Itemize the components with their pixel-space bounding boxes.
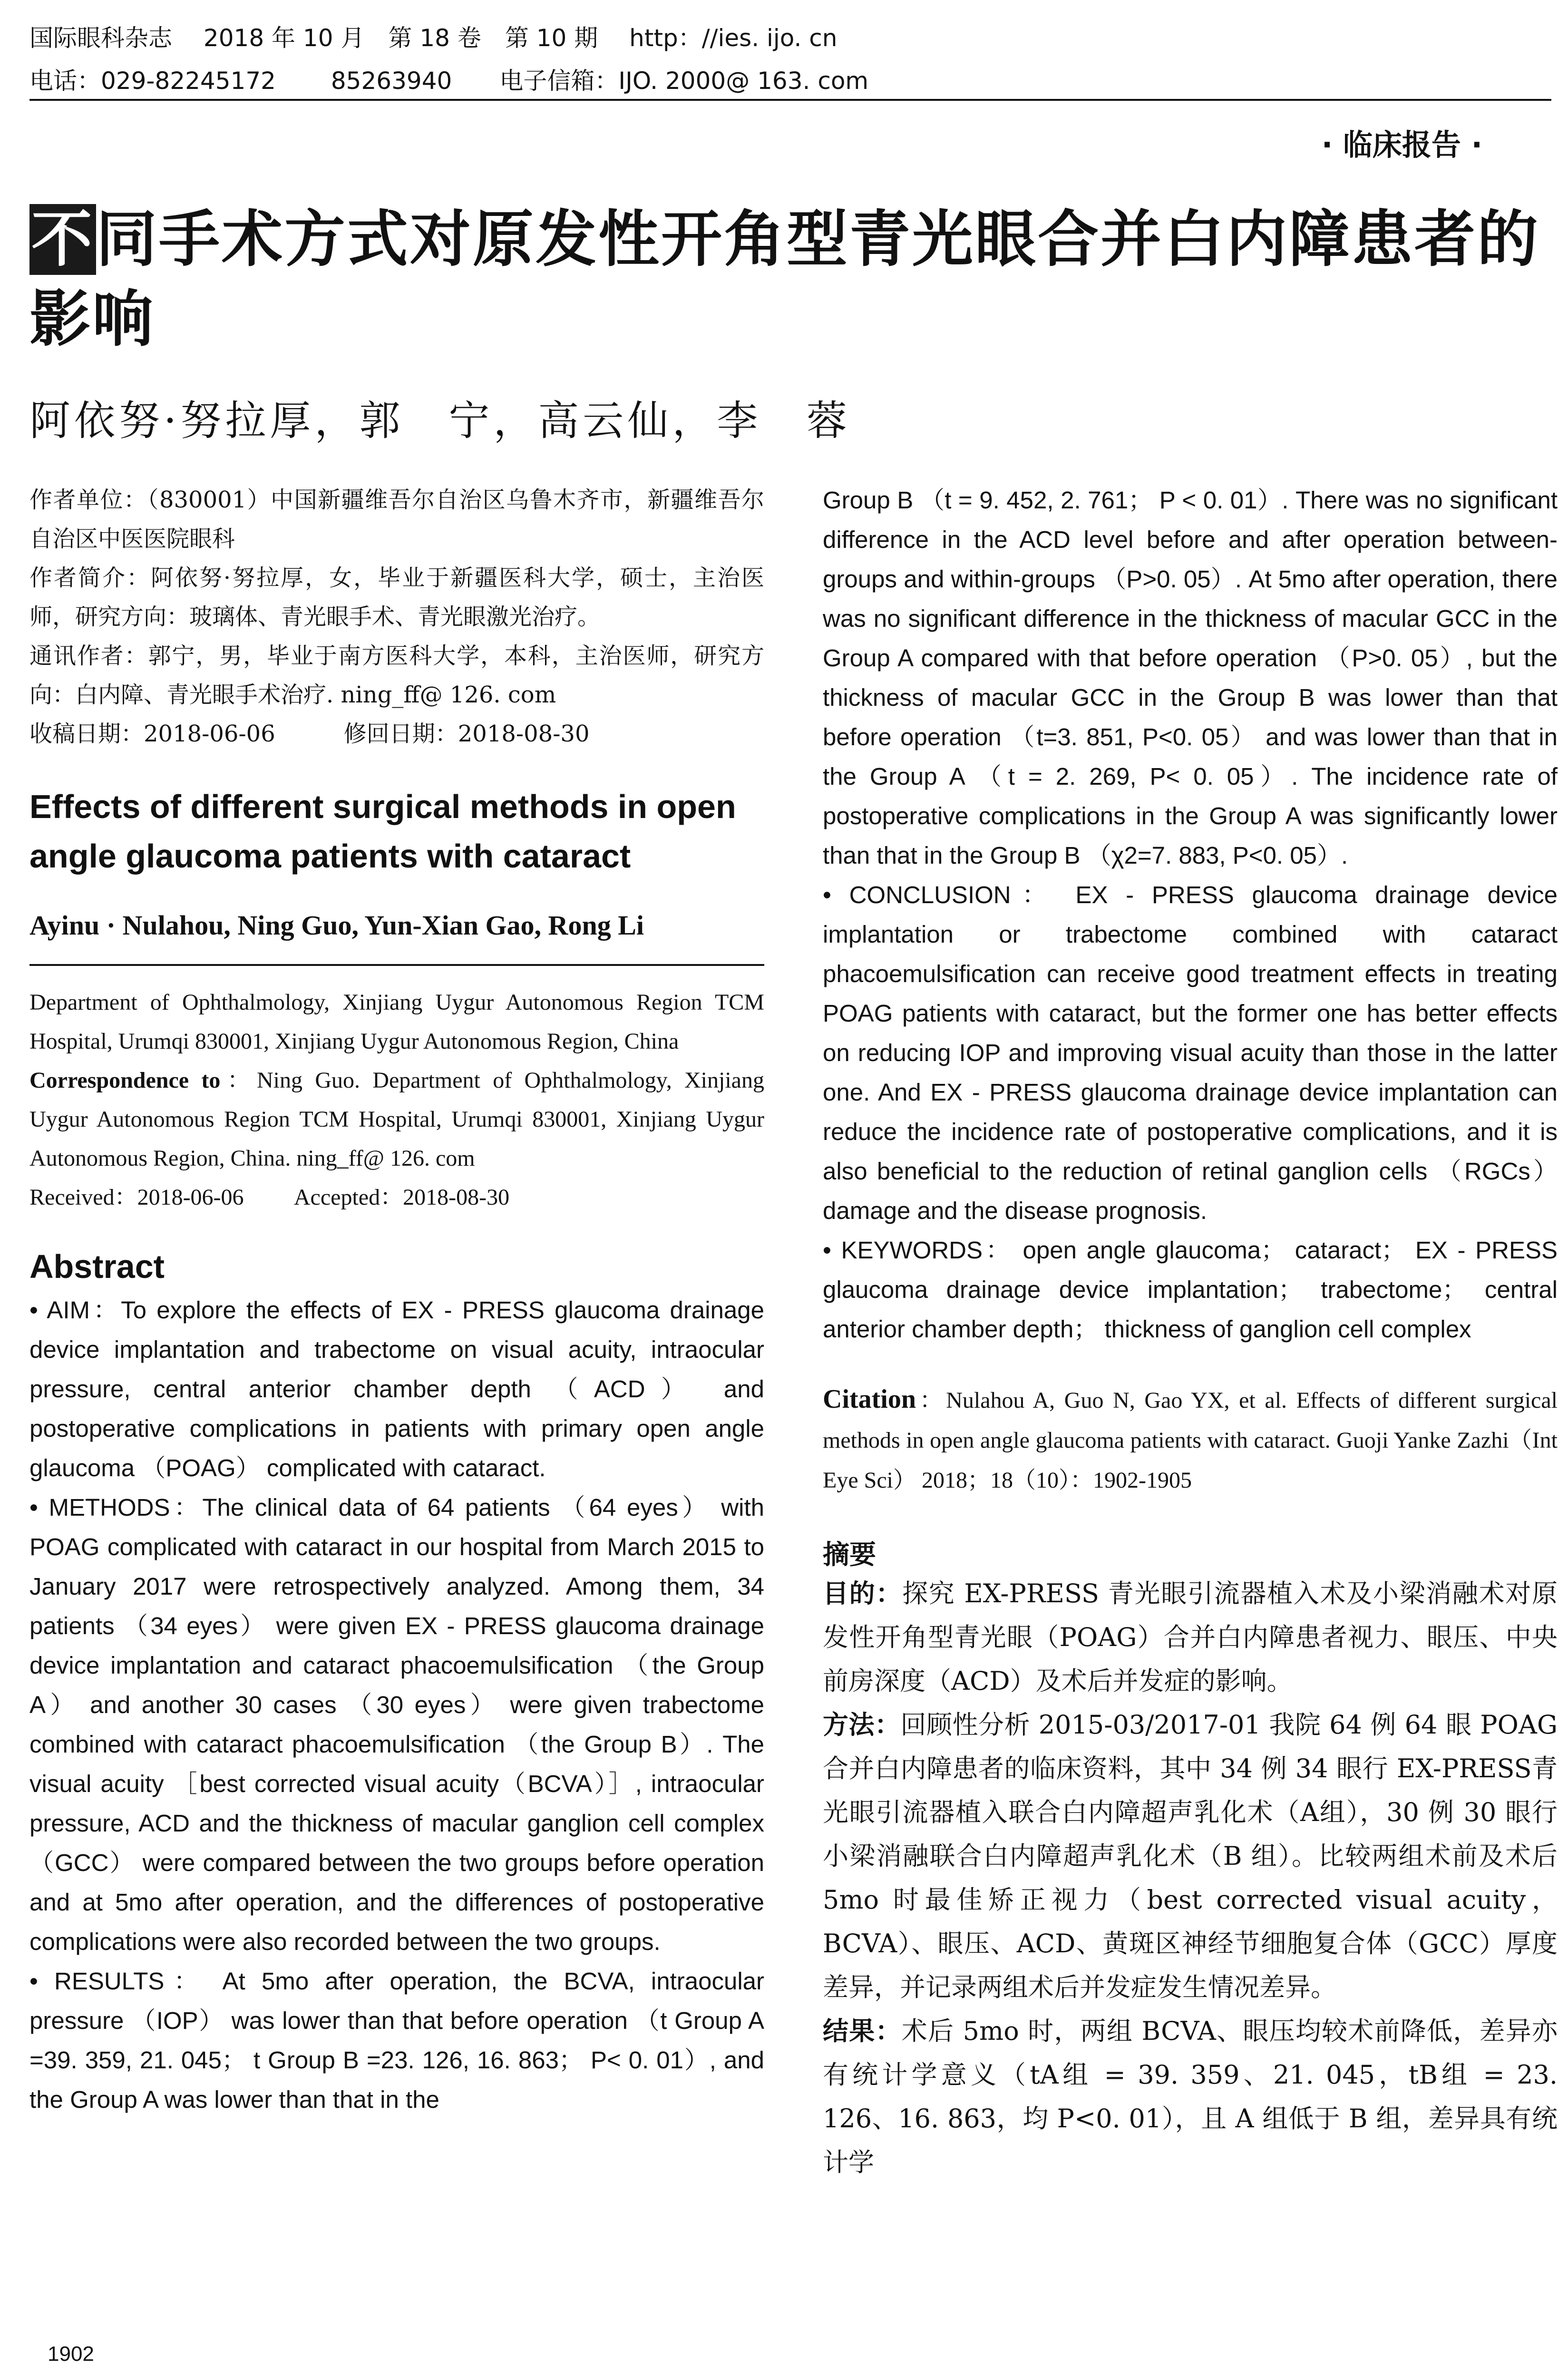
correspondence-label: Correspondence to [29,1068,221,1093]
cn-aim-label: 目的： [823,1578,903,1608]
abstract-keywords: • KEYWORDS： open angle glaucoma； cataract； EX - PRESS glaucoma drainage device implantation； trabectome； central anterior chamber depth； thickness of ganglion cell complex [823,1237,1558,1343]
dates-cn: 收稿日期：2018-06-06 修回日期：2018-08-30 [29,721,590,747]
correspondence-text: ：Ning Guo. Department of Ophthalmology, Xinjiang Uygur Autonomous Region TCM Hospital, Urumqi 830001, Xinjiang Uygur Autonomous Region, China. ning_ff@ 126. com [29,1068,764,1171]
received-en: Received：2018-06-06 Accepted：2018-08-30 [29,1185,510,1210]
cn-abstract-methods [823,1703,1558,2009]
journal-header-line-2: 电话：029-82245172 85263940 电子信箱：IJO. 2000@ 163. com [29,67,869,95]
department-en: Department of Ophthalmology, Xinjiang Uygur Autonomous Region TCM Hospital, Urumqi 830001, Xinjiang Uygur Autonomous Region, China [29,990,764,1054]
abstract-results-part2: Group B （t = 9. 452, 2. 761； P < 0. 01）. There was no significant difference in the ACD level before and after operation between-groups and within-groups （P>0. 05）. At 5mo after operation, there was no significant difference in the thickness of macular GCC in the Group A compared with that before operation （P>0. 05）, but the thickness of macular GCC in the Group B was lower than that before operation （t=3. 851, P<0. 05） and was lower than that in the Group A （t = 2. 269, P< 0. 05）. The incidence rate of postoperative complications in the Group A was significantly lower than that in the Group B （χ2=7. 883, P<0. 05）. [823,487,1558,869]
cn-abstract-results [823,2009,1558,2184]
authors-cn: 阿依努·努拉厚，郭 宁，高云仙，李 蓉 [29,397,851,445]
title-first-char: 不 [29,204,96,275]
abstract-aim: • AIM：To explore the effects of EX - PRESS glaucoma drainage device implantation and trabectome on visual acuity, intraocular pressure, central anterior chamber depth （ACD） and postoperative complications in patients with primary open angle glaucoma （POAG） complicated with cataract. [29,1296,764,1481]
title-rest: 同手术方式对原发性开角型青光眼合并白内障患者的影响 [29,204,1540,355]
affiliation-cn: 作者单位：（830001）中国新疆维吾尔自治区乌鲁木齐市，新疆维吾尔自治区中医医院眼科 [29,487,764,552]
citation-text: ：Nulahou A, Guo N, Gao YX, et al. Effects of different surgical methods in open angle glaucoma patients with cataract. Guoji Yanke Zazhi（Int Eye Sci） 2018；18（10）：1902-1905 [823,1388,1558,1493]
cn-info-block [29,480,764,753]
page-number: 1902 [48,2342,94,2366]
cn-results-label: 结果： [823,2016,902,2046]
left-column [29,480,764,2119]
section-label: · 临床报告 · [1321,127,1482,162]
abstract-heading: Abstract [29,1248,165,1285]
right-column [823,480,1558,2184]
cn-methods-label: 方法： [823,1710,901,1740]
abstract-conclusion: • CONCLUSION： EX - PRESS glaucoma drainage device implantation or trabectome combined with cataract phacoemulsification can receive good treatment effects in treating POAG patients with cataract, but the former one has better effects on reducing IOP and improving visual acuity than those in the latter one. And EX - PRESS glaucoma drainage device implantation can reduce the incidence rate of postoperative complications, and it is also beneficial to the reduction of retinal ganglion cells （RGCs） damage and the disease prognosis. [823,881,1558,1224]
bio-cn: 作者简介：阿依努·努拉厚，女，毕业于新疆医科大学，硕士，主治医师，研究方向：玻璃体、青光眼手术、青光眼激光治疗。 [29,565,764,630]
journal-header-line-1: 国际眼科杂志 2018 年 10 月 第 18 卷 第 10 期 http：//ies. ijo. cn [29,24,838,52]
abstract-methods: • METHODS：The clinical data of 64 patients （64 eyes） with POAG complicated with cataract in our hospital from March 2015 to January 2017 were retrospectively analyzed. Among them, 34 patients （34 eyes） were given EX - PRESS glaucoma drainage device implantation and cataract phacoemulsification （the Group A） and another 30 cases （30 eyes） were given trabectome combined with cataract phacoemulsification （the Group B）. The visual acuity ［best corrected visual acuity（BCVA）］, intraocular pressure, ACD and the thickness of macular ganglion cell complex （GCC） were compared between the two groups before operation and at 5mo after operation, and the differences of postoperative complications were also recorded between the two groups. [29,1494,764,1955]
header-rule [29,99,1551,101]
abstract-results-part1: • RESULTS： At 5mo after operation, the BCVA, intraocular pressure （IOP） was lower than that before operation （t Group A =39. 359, 21. 045； t Group B =23. 126, 16. 863； P< 0. 01）, and the Group A was lower than that in the [29,1968,764,2113]
cn-methods-text: 回顾性分析 2015-03/2017-01 我院 64 例 64 眼 POAG 合并白内障患者的临床资料，其中 34 例 34 眼行 EX-PRESS青光眼引流器植入联合白内障超声乳化术（A组），30 例 30 眼行小梁消融联合白内障超声乳化术（B 组）。比较两组术前及术后 5mo 时最佳矫正视力（best corrected visual acuity，BCVA）、眼压、ACD、黄斑区神经节细胞复合体（GCC）厚度差异，并记录两组术后并发症发生情况差异。 [823,1710,1558,2002]
citation [823,1379,1558,1500]
article-title-en: Effects of different surgical methods in open angle glaucoma patients with cataract [29,788,736,875]
authors-en: Ayinu · Nulahou, Ning Guo, Yun-Xian Gao, Rong Li [29,910,644,941]
article-title-cn [29,200,1542,360]
cn-results-text: 术后 5mo 时，两组 BCVA、眼压均较术前降低，差异亦有统计学意义（tA组 = 39. 359、21. 045，tB组 = 23. 126、16. 863，均 P<0. 01），且 A 组低于 B 组，差异具有统计学 [823,2016,1558,2177]
cn-abstract-aim [823,1572,1558,1703]
cn-abstract-heading: 摘要 [823,1539,876,1570]
correspondence-cn: 通讯作者：郭宁，男，毕业于南方医科大学，本科，主治医师，研究方向：白内障、青光眼手术治疗. ning_ff@ 126. com [29,643,764,708]
citation-label: Citation [823,1384,916,1414]
authors-rule [29,964,764,966]
cn-aim-text: 探究 EX-PRESS 青光眼引流器植入术及小梁消融术对原发性开角型青光眼（POAG）合并白内障患者视力、眼压、中央前房深度（ACD）及术后并发症的影响。 [823,1578,1558,1696]
correspondence-en [29,1061,764,1178]
